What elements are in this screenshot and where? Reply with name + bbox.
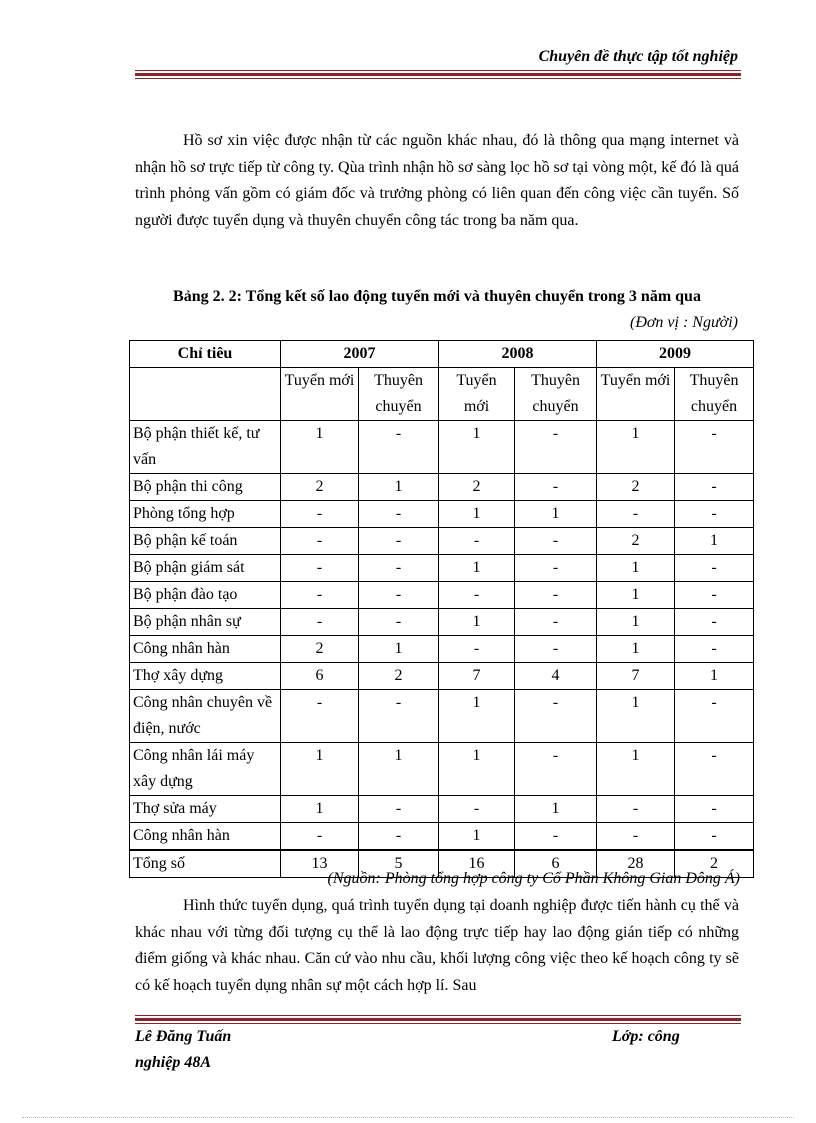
- row-value: 1: [281, 421, 359, 474]
- row-value: 6: [281, 663, 359, 690]
- row-value: -: [597, 796, 675, 823]
- labor-table: [129, 340, 754, 878]
- row-value: -: [515, 421, 597, 474]
- table-row: [130, 823, 754, 851]
- row-value: 7: [597, 663, 675, 690]
- row-value: 1: [439, 421, 515, 474]
- row-value: -: [359, 501, 439, 528]
- row-label: Công nhân chuyên về điện, nước: [130, 690, 281, 743]
- row-label: Bộ phận nhân sự: [130, 609, 281, 636]
- row-value: 2: [597, 474, 675, 501]
- row-value: -: [515, 823, 597, 851]
- row-value: -: [597, 823, 675, 851]
- row-value: -: [675, 823, 754, 851]
- row-value: 4: [515, 663, 597, 690]
- table-row: [130, 663, 754, 690]
- row-label: Bộ phận đào tạo: [130, 582, 281, 609]
- table-row: [130, 421, 754, 474]
- row-label: Bộ phận thiết kế, tư vấn: [130, 421, 281, 474]
- row-label: Thợ xây dựng: [130, 663, 281, 690]
- row-value: 1: [439, 501, 515, 528]
- row-value: -: [515, 690, 597, 743]
- row-value: 2: [281, 474, 359, 501]
- row-value: -: [359, 796, 439, 823]
- header-year-2009: 2009: [597, 341, 754, 368]
- row-value: -: [359, 555, 439, 582]
- subheader-new: Tuyển mới: [281, 368, 359, 421]
- row-value: -: [675, 690, 754, 743]
- row-label: Phòng tổng hợp: [130, 501, 281, 528]
- total-value: 6: [515, 850, 597, 878]
- header-rule-thin-top: [135, 70, 741, 71]
- row-label: Bộ phận thi công: [130, 474, 281, 501]
- footer-author: Lê Đăng Tuấn: [135, 1028, 232, 1045]
- header-indicator: Chỉ tiêu: [130, 341, 281, 368]
- row-value: 1: [281, 743, 359, 796]
- row-value: -: [281, 609, 359, 636]
- row-value: -: [515, 609, 597, 636]
- subheader-transfer: Thuyên chuyển: [359, 368, 439, 421]
- row-value: -: [597, 501, 675, 528]
- table-row: [130, 582, 754, 609]
- row-value: -: [281, 528, 359, 555]
- table-row: [130, 528, 754, 555]
- row-value: 1: [597, 421, 675, 474]
- total-value: 28: [597, 850, 675, 878]
- row-value: -: [439, 636, 515, 663]
- subheader-new: Tuyển mới: [597, 368, 675, 421]
- row-value: -: [359, 582, 439, 609]
- page-bottom-border: [22, 1117, 794, 1118]
- table-row: [130, 636, 754, 663]
- header-year-2008: 2008: [439, 341, 597, 368]
- row-label: Công nhân hàn: [130, 636, 281, 663]
- subheader-transfer: Thuyên chuyển: [515, 368, 597, 421]
- row-value: -: [281, 690, 359, 743]
- table-row: [130, 796, 754, 823]
- row-value: -: [359, 609, 439, 636]
- row-value: -: [515, 555, 597, 582]
- row-value: 1: [439, 823, 515, 851]
- table-subheader-row: [130, 368, 754, 421]
- footer-rule-thin-top: [135, 1015, 741, 1016]
- table-row: [130, 501, 754, 528]
- row-value: 2: [281, 636, 359, 663]
- footer-class-label: Lớp: công: [612, 1028, 680, 1045]
- row-value: -: [675, 582, 754, 609]
- row-value: 1: [597, 636, 675, 663]
- row-value: 1: [439, 743, 515, 796]
- header-rule-thick: [135, 73, 741, 76]
- table-row: [130, 609, 754, 636]
- header-rule-thin-bottom: [135, 78, 741, 79]
- row-value: -: [675, 421, 754, 474]
- subheader-transfer: Thuyên chuyển: [675, 368, 754, 421]
- row-label: Bộ phận giám sát: [130, 555, 281, 582]
- table-row: [130, 474, 754, 501]
- header-title: Chuyên đề thực tập tốt nghiệp: [538, 48, 738, 65]
- row-label: Công nhân hàn: [130, 823, 281, 851]
- header-year-2007: 2007: [281, 341, 439, 368]
- row-value: -: [675, 474, 754, 501]
- footer-rule-thick: [135, 1018, 741, 1021]
- row-value: 1: [597, 690, 675, 743]
- row-label: Bộ phận kế toán: [130, 528, 281, 555]
- row-value: 1: [359, 743, 439, 796]
- row-value: -: [439, 528, 515, 555]
- row-value: -: [675, 743, 754, 796]
- row-value: 1: [675, 663, 754, 690]
- total-value: 5: [359, 850, 439, 878]
- row-value: -: [515, 636, 597, 663]
- intro-paragraph: Hồ sơ xin việc được nhận từ các nguồn khác nhau, đó là thông qua mạng internet và nhận hồ sơ trực tiếp từ công ty. Qùa trình nhận hồ sơ sàng lọc hồ sơ tại vòng một, kế đó là quá trình phỏng vấn gồm có giám đốc và trưởng phòng có liên quan đến công việc cần tuyển. Số người được tuyển dụng và thuyên chuyển công tác trong ba năm qua.: [135, 132, 739, 229]
- row-value: 1: [515, 501, 597, 528]
- row-value: 7: [439, 663, 515, 690]
- row-value: -: [439, 582, 515, 609]
- table-source: (Nguồn: Phòng tổng hợp công ty Cổ Phần Không Gian Đông Á): [327, 870, 740, 887]
- row-value: 1: [439, 555, 515, 582]
- table-row: [130, 743, 754, 796]
- row-value: -: [359, 528, 439, 555]
- row-value: -: [281, 823, 359, 851]
- total-value: 16: [439, 850, 515, 878]
- table-unit: (Đơn vị : Người): [629, 314, 738, 331]
- row-value: 1: [515, 796, 597, 823]
- followup-paragraph: Hình thức tuyển dụng, quá trình tuyển dụng tại doanh nghiệp được tiến hành cụ thể và khác nhau với từng đối tượng cụ thể là lao động trực tiếp hay lao động gián tiếp có những điểm giống và khác nhau. Căn cứ vào nhu cầu, khối lượng công việc theo kế hoạch công ty sẽ có kế hoạch tuyển dụng nhân sự một cách hợp lí. Sau: [135, 897, 739, 994]
- row-value: 2: [439, 474, 515, 501]
- row-value: -: [515, 582, 597, 609]
- row-value: 2: [597, 528, 675, 555]
- row-value: -: [675, 609, 754, 636]
- total-value: 2: [675, 850, 754, 878]
- row-value: -: [281, 501, 359, 528]
- row-value: 1: [359, 474, 439, 501]
- row-value: -: [359, 690, 439, 743]
- table-header-row: [130, 341, 754, 368]
- row-value: 1: [675, 528, 754, 555]
- row-value: 1: [597, 743, 675, 796]
- row-value: -: [359, 421, 439, 474]
- row-value: -: [281, 555, 359, 582]
- table-row: [130, 555, 754, 582]
- row-value: -: [515, 474, 597, 501]
- row-value: -: [359, 823, 439, 851]
- row-value: -: [675, 555, 754, 582]
- row-value: 1: [439, 609, 515, 636]
- total-value: 13: [281, 850, 359, 878]
- row-label: Công nhân lái máy xây dựng: [130, 743, 281, 796]
- row-value: -: [439, 796, 515, 823]
- row-value: -: [675, 796, 754, 823]
- row-value: -: [515, 743, 597, 796]
- table-body: [130, 421, 754, 878]
- row-value: -: [281, 582, 359, 609]
- row-value: -: [515, 528, 597, 555]
- subheader-new: Tuyển mới: [439, 368, 515, 421]
- row-value: 1: [359, 636, 439, 663]
- subheader-empty: [130, 368, 281, 421]
- footer-left: [135, 1024, 335, 1076]
- row-label: Thợ sửa máy: [130, 796, 281, 823]
- row-value: -: [675, 501, 754, 528]
- table-row: [130, 690, 754, 743]
- row-value: 1: [597, 555, 675, 582]
- footer-class-continued: nghiệp 48A: [135, 1054, 212, 1071]
- row-value: 1: [597, 582, 675, 609]
- row-value: 2: [359, 663, 439, 690]
- table-caption: Bảng 2. 2: Tổng kết số lao động tuyển mới và thuyên chuyển trong 3 năm qua: [173, 288, 701, 305]
- total-label: Tổng số: [130, 850, 281, 878]
- row-value: 1: [439, 690, 515, 743]
- row-value: 1: [281, 796, 359, 823]
- row-value: -: [675, 636, 754, 663]
- row-value: 1: [597, 609, 675, 636]
